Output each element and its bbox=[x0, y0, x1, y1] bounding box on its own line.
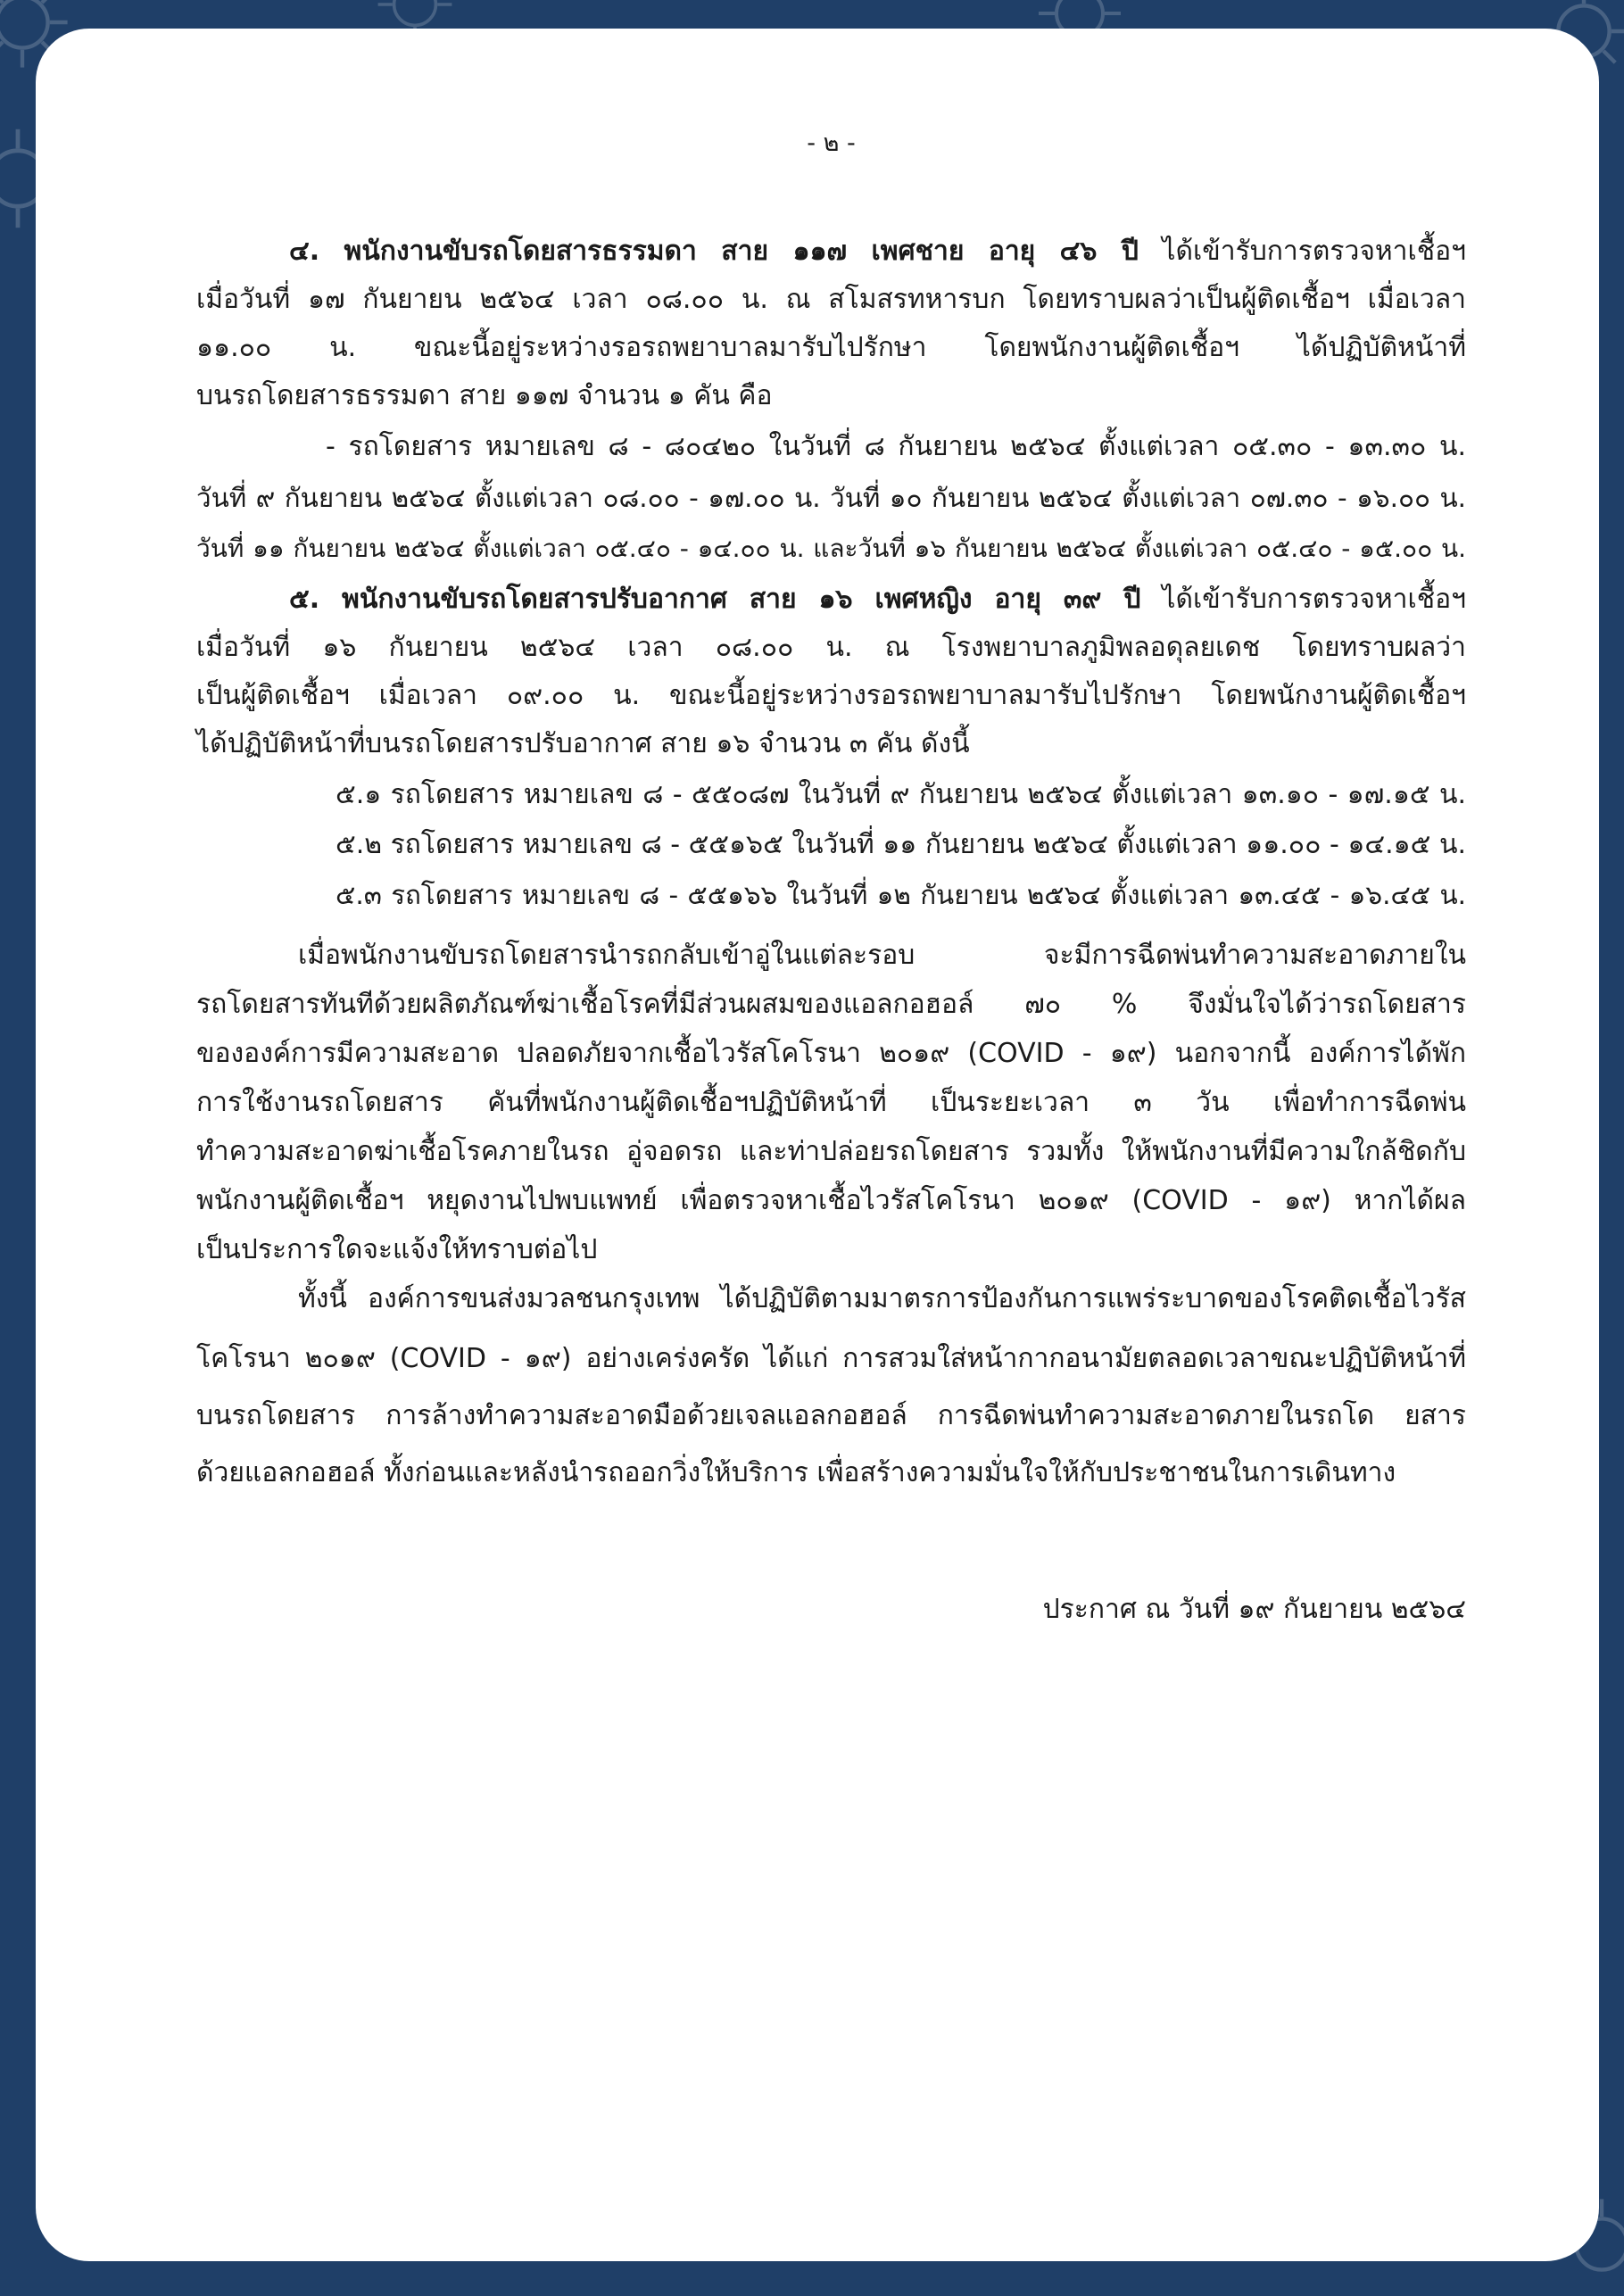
item4-line-2: เมื่อวันที่ ๑๗ กันยายน ๒๕๖๔ เวลา ๐๘.๐๐ น. ณ สโมสรทหารบก โดยทราบผลว่าเป็นผู้ติดเชื้อฯ เมื่อเวลา bbox=[196, 284, 1466, 315]
para-cleaning-line-4: การใช้งานรถโดยสาร คันที่พนักงานผู้ติดเชื้อฯปฏิบัติหน้าที่ เป็นระยะเวลา ๓ วัน เพื่อทำการฉีดพ่น bbox=[196, 1087, 1466, 1118]
para-measures-line-4: ด้วยแอลกอฮอล์ ทั้งก่อนและหลังนำรถออกวิ่งให้บริการ เพื่อสร้างความมั่นใจให้กับประชาชนในการเดินทาง bbox=[196, 1457, 1396, 1488]
para-cleaning-line-7: เป็นประการใดจะแจ้งให้ทราบต่อไป bbox=[196, 1234, 598, 1265]
para-measures-line-1: ทั้งนี้ องค์การขนส่งมวลชนกรุงเทพ ได้ปฏิบัติตามมาตรการป้องกันการแพร่ระบาดของโรคติดเชื้อไวรัส bbox=[298, 1283, 1466, 1314]
item4-line-4: บนรถโดยสารธรรมดา สาย ๑๑๗ จำนวน ๑ คัน คือ bbox=[196, 380, 773, 411]
announcement-date: ประกาศ ณ วันที่ ๑๙ กันยายน ๒๕๖๔ bbox=[1042, 1594, 1466, 1625]
para-cleaning-line-1: เมื่อพนักงานขับรถโดยสารนำรถกลับเข้าอู่ในแต่ละรอบ จะมีการฉีดพ่นทำความสะอาดภายใน bbox=[298, 940, 1466, 971]
para-measures-line-2: โคโรนา ๒๐๑๙ (COVID - ๑๙) อย่างเคร่งครัด ได้แก่ การสวมใส่หน้ากากอนามัยตลอดเวลาขณะปฏิบัติหน้าที่ bbox=[196, 1343, 1466, 1374]
item5-line-1 bbox=[289, 576, 1466, 624]
item4-line-7: วันที่ ๑๑ กันยายน ๒๕๖๔ ตั้งแต่เวลา ๐๕.๔๐ - ๑๔.๐๐ น. และวันที่ ๑๖ กันยายน ๒๕๖๔ ตั้งแต่เวลา ๐๕.๔๐ - ๑๕.๐๐ น. bbox=[196, 534, 1467, 563]
para-cleaning-line-3: ขององค์การมีความสะอาด ปลอดภัยจากเชื้อไวรัสโคโรนา ๒๐๑๙ (COVID - ๑๙) นอกจากนี้ องค์การได้พัก bbox=[196, 1038, 1466, 1069]
para-cleaning-line-6: พนักงานผู้ติดเชื้อฯ หยุดงานไปพบแพทย์ เพื่อตรวจหาเชื้อไวรัสโคโรนา ๒๐๑๙ (COVID - ๑๙) หากได้ผล bbox=[196, 1185, 1466, 1216]
item4-line-6: วันที่ ๙ กันยายน ๒๕๖๔ ตั้งแต่เวลา ๐๘.๐๐ - ๑๗.๐๐ น. วันที่ ๑๐ กันยายน ๒๕๖๔ ตั้งแต่เวลา ๐๗.๓๐ - ๑๖.๐๐ น. bbox=[196, 483, 1466, 513]
item5-line-2: เมื่อวันที่ ๑๖ กันยายน ๒๕๖๔ เวลา ๐๘.๐๐ น. ณ โรงพยาบาลภูมิพลอดุลยเดช โดยทราบผลว่า bbox=[196, 632, 1466, 663]
item5-line-1-rest: ได้เข้ารับการตรวจหาเชื้อฯ bbox=[1140, 584, 1467, 615]
page-number: - ๒ - bbox=[807, 129, 856, 157]
item5-sub-2: ๕.๒ รถโดยสาร หมายเลข ๘ - ๕๕๑๖๕ ในวันที่ ๑๑ กันยายน ๒๕๖๔ ตั้งแต่เวลา ๑๑.๐๐ - ๑๔.๑๕ น. bbox=[336, 829, 1466, 860]
item5-line-4: ได้ปฏิบัติหน้าที่บนรถโดยสารปรับอากาศ สาย ๑๖ จำนวน ๓ คัน ดังนี้ bbox=[196, 728, 970, 759]
item5-sub-1: ๕.๑ รถโดยสาร หมายเลข ๘ - ๕๕๐๘๗ ในวันที่ ๙ กันยายน ๒๕๖๔ ตั้งแต่เวลา ๑๓.๑๐ - ๑๗.๑๕ น. bbox=[336, 779, 1466, 810]
item5-heading: ๕. พนักงานขับรถโดยสารปรับอากาศ สาย ๑๖ เพศหญิง อายุ ๓๙ ปี bbox=[289, 584, 1141, 615]
item4-line-1-rest: ได้เข้ารับการตรวจหาเชื้อฯ bbox=[1138, 236, 1466, 267]
item5-line-3: เป็นผู้ติดเชื้อฯ เมื่อเวลา ๐๙.๐๐ น. ขณะนี้อยู่ระหว่างรอรถพยาบาลมารับไปรักษา โดยพนักงานผู้ติดเชื้อฯ bbox=[196, 680, 1466, 711]
item4-line-1 bbox=[289, 228, 1466, 276]
document-page bbox=[36, 29, 1599, 2261]
item4-line-5: - รถโดยสาร หมายเลข ๘ - ๘๐๔๒๐ ในวันที่ ๘ กันยายน ๒๕๖๔ ตั้งแต่เวลา ๐๕.๓๐ - ๑๓.๓๐ น. bbox=[326, 431, 1466, 462]
item5-sub-3: ๕.๓ รถโดยสาร หมายเลข ๘ - ๕๕๑๖๖ ในวันที่ ๑๒ กันยายน ๒๕๖๔ ตั้งแต่เวลา ๑๓.๔๕ - ๑๖.๔๕ น. bbox=[336, 880, 1466, 910]
item4-line-3: ๑๑.๐๐ น. ขณะนี้อยู่ระหว่างรอรถพยาบาลมารับไปรักษา โดยพนักงานผู้ติดเชื้อฯ ได้ปฏิบัติหน้าที่ bbox=[196, 332, 1466, 363]
para-measures-line-3: บนรถโดยสาร การล้างทำความสะอาดมือด้วยเจลแอลกอฮอล์ การฉีดพ่นทำความสะอาดภายในรถโด ยสาร bbox=[196, 1400, 1466, 1431]
item4-heading: ๔. พนักงานขับรถโดยสารธรรมดา สาย ๑๑๗ เพศชาย อายุ ๔๖ ปี bbox=[289, 236, 1139, 267]
para-cleaning-line-2: รถโดยสารทันทีด้วยผลิตภัณฑ์ฆ่าเชื้อโรคที่มีส่วนผสมของแอลกอฮอล์ ๗๐ % จึงมั่นใจได้ว่ารถโดยสาร bbox=[196, 989, 1466, 1020]
para-cleaning-line-5: ทำความสะอาดฆ่าเชื้อโรคภายในรถ อู่จอดรถ และท่าปล่อยรถโดยสาร รวมทั้ง ให้พนักงานที่มีความใกล้ชิดกับ bbox=[196, 1136, 1466, 1167]
